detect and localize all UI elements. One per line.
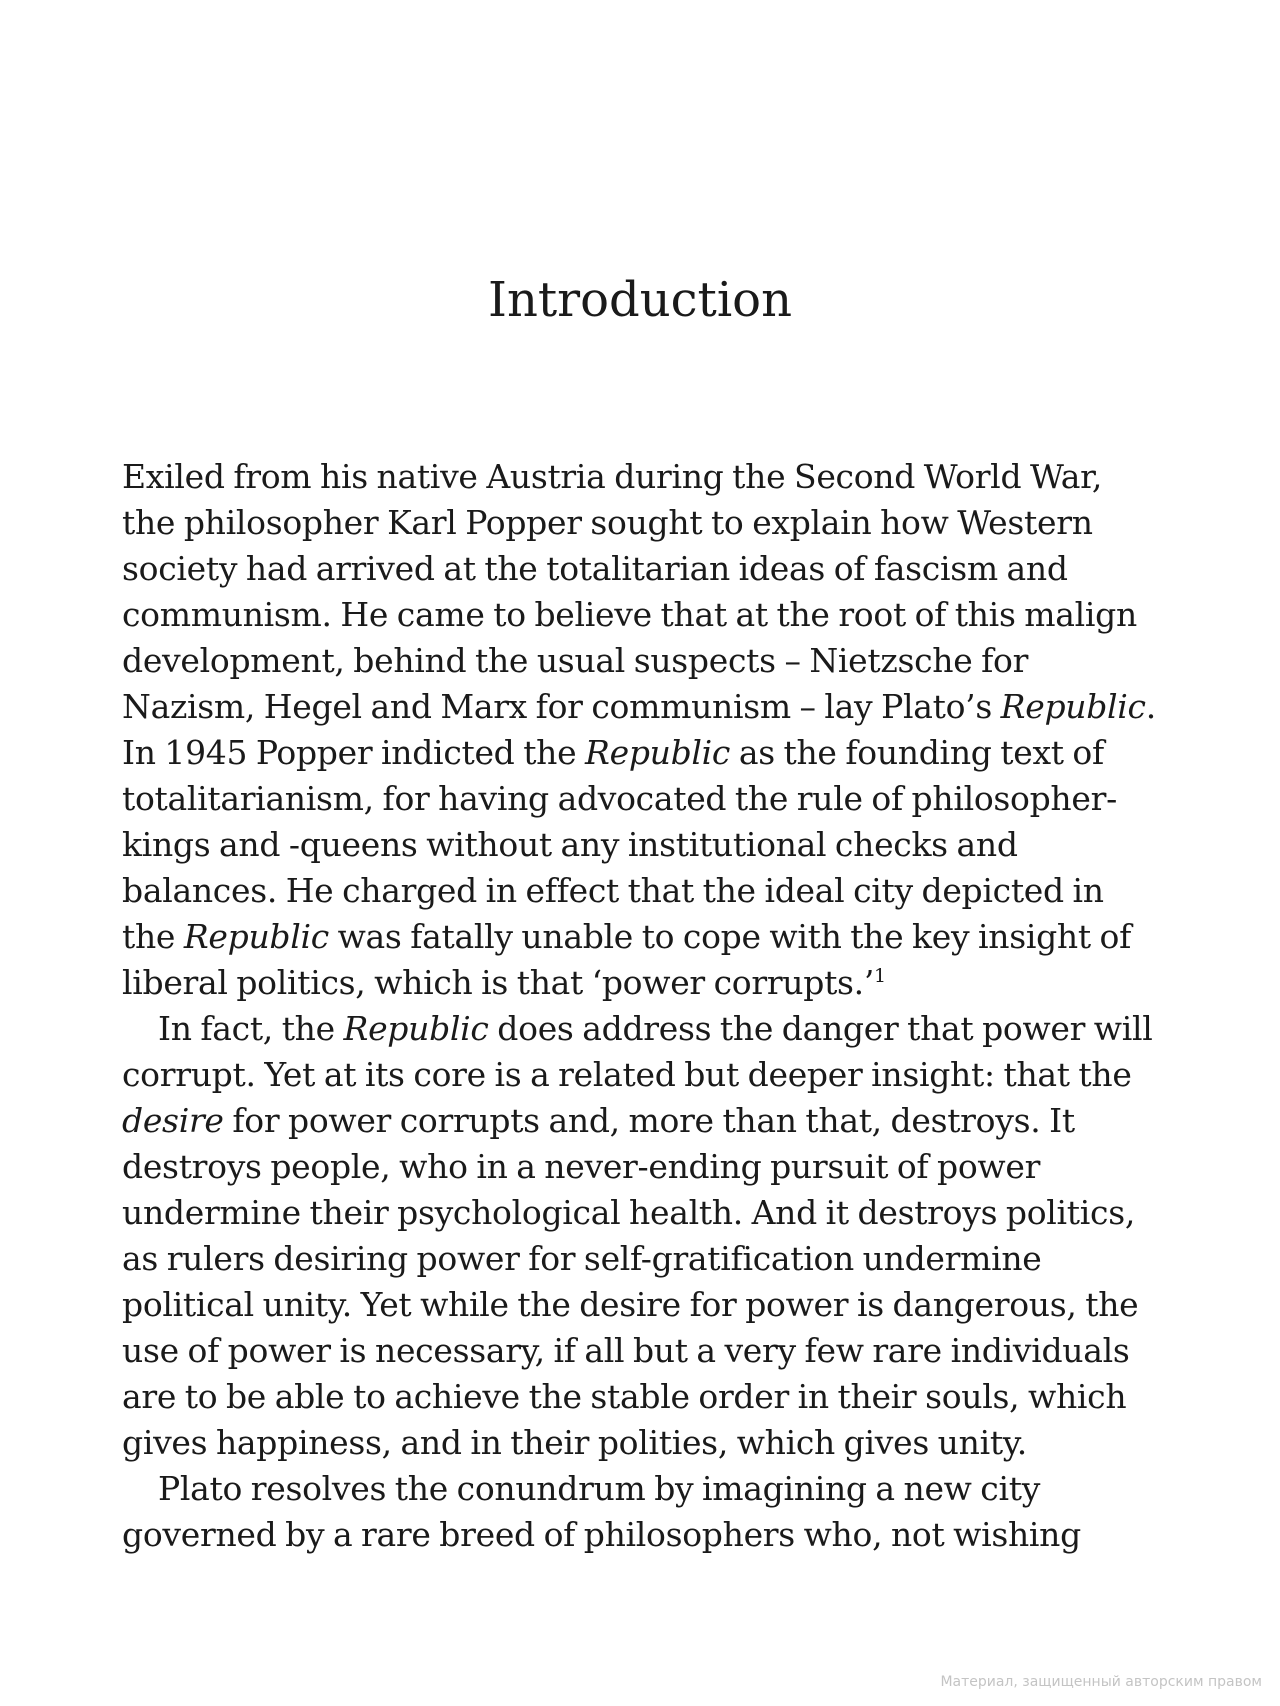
text-run: was fatally unable to cope with the key insight of (328, 917, 1132, 956)
text-line (122, 592, 1182, 638)
paragraph-2 (122, 1006, 1182, 1466)
text-run: destroys people, who in a never-ending pursuit of power (122, 1147, 1041, 1186)
text-run: communism. He came to believe that at the root of this malign (122, 595, 1137, 634)
text-run: undermine their psychological health. And it destroys politics, (122, 1193, 1136, 1232)
text-line (122, 1236, 1182, 1282)
text-line (122, 454, 1182, 500)
text-run: political unity. Yet while the desire for power is dangerous, the (122, 1285, 1139, 1324)
text-line (122, 730, 1182, 776)
text-run: for power corrupts and, more than that, destroys. It (223, 1101, 1075, 1140)
text-line (122, 1098, 1182, 1144)
text-line (122, 1420, 1182, 1466)
text-line (122, 1144, 1182, 1190)
text-line (122, 776, 1182, 822)
paragraph-3 (122, 1466, 1182, 1558)
italic-text: Republic (585, 733, 731, 772)
copyright-watermark: Материал, защищенный авторским правом (940, 1674, 1262, 1690)
text-line (122, 684, 1182, 730)
text-run: are to be able to achieve the stable order in their souls, which (122, 1377, 1127, 1416)
text-run: does address the danger that power will (488, 1009, 1153, 1048)
italic-text: Republic (343, 1009, 489, 1048)
text-run: the philosopher Karl Popper sought to explain how Western (122, 503, 1093, 542)
paragraph-1 (122, 454, 1182, 1006)
italic-text: Republic (1000, 687, 1146, 726)
text-line (122, 1006, 1182, 1052)
text-line (122, 1374, 1182, 1420)
text-run: as rulers desiring power for self-gratification undermine (122, 1239, 1042, 1278)
text-run: Exiled from his native Austria during the Second World War, (122, 457, 1103, 496)
text-line (122, 500, 1182, 546)
body-text (122, 454, 1182, 1558)
text-run: the (122, 917, 184, 956)
text-line (122, 1512, 1182, 1558)
chapter-title: Introduction (488, 272, 792, 328)
text-run: totalitarianism, for having advocated the rule of philosopher- (122, 779, 1117, 818)
text-run: In 1945 Popper indicted the (122, 733, 586, 772)
text-run: gives happiness, and in their polities, which gives unity. (122, 1423, 1027, 1462)
text-run: Plato resolves the conundrum by imagining a new city (158, 1469, 1041, 1508)
text-run: liberal politics, which is that ‘power corrupts.’ (122, 963, 875, 1002)
italic-text: desire (122, 1101, 224, 1140)
text-line (122, 914, 1182, 960)
text-line (122, 1052, 1182, 1098)
text-line (122, 638, 1182, 684)
text-run: society had arrived at the totalitarian ideas of fascism and (122, 549, 1068, 588)
text-run: development, behind the usual suspects – Nietzsche for (122, 641, 1029, 680)
text-run: use of power is necessary, if all but a very few rare individuals (122, 1331, 1130, 1370)
text-line (122, 1466, 1182, 1512)
text-run: . (1145, 687, 1156, 726)
text-line (122, 1190, 1182, 1236)
italic-text: Republic (183, 917, 329, 956)
text-line (122, 822, 1182, 868)
text-run: governed by a rare breed of philosophers who, not wishing (122, 1515, 1081, 1554)
text-run: as the founding text of (730, 733, 1104, 772)
footnote-reference[interactable]: 1 (874, 965, 886, 987)
text-line (122, 868, 1182, 914)
text-line (122, 960, 1182, 1006)
text-line (122, 1328, 1182, 1374)
text-run: balances. He charged in effect that the ideal city depicted in (122, 871, 1104, 910)
text-run: corrupt. Yet at its core is a related but deeper insight: that the (122, 1055, 1132, 1094)
text-line (122, 546, 1182, 592)
text-run: kings and -queens without any institutional checks and (122, 825, 1018, 864)
text-run: In fact, the (158, 1009, 344, 1048)
text-run: Nazism, Hegel and Marx for communism – lay Plato’s (122, 687, 1001, 726)
text-line (122, 1282, 1182, 1328)
